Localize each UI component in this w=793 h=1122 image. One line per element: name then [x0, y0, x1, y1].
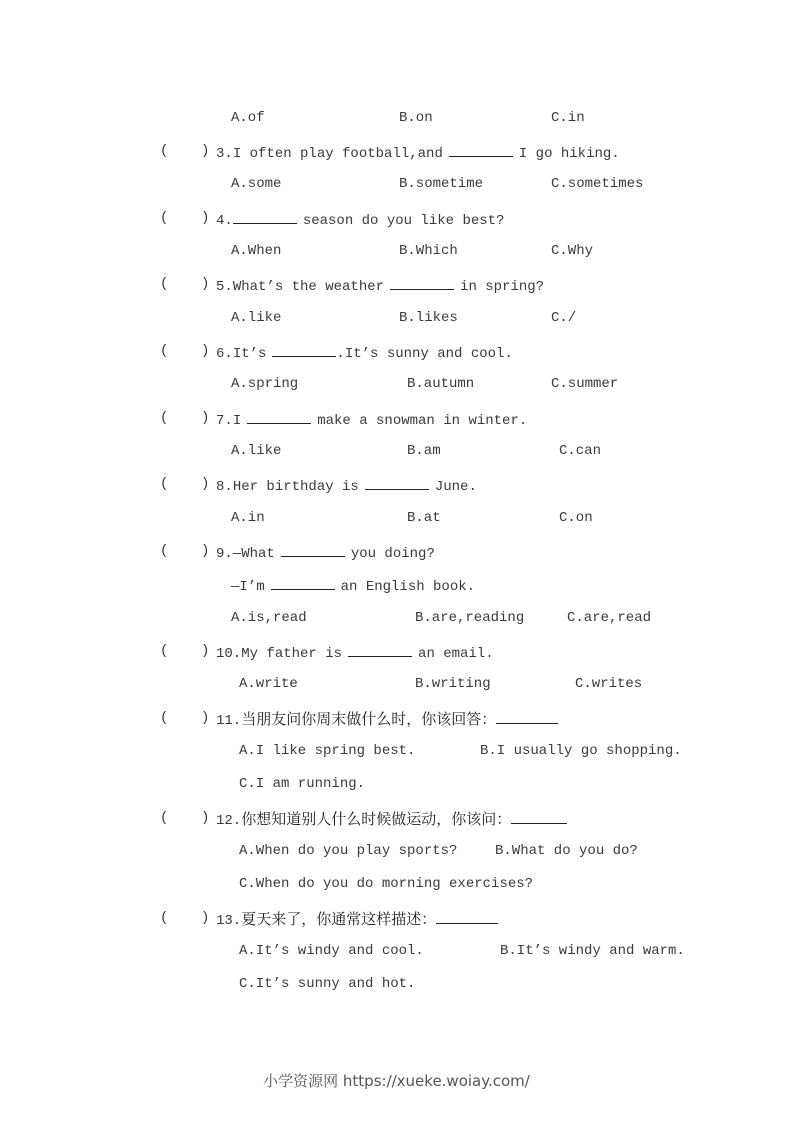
question-4 — [216, 209, 504, 230]
question-prompt: 当朋友问你周末做什么时，你该回答： — [241, 710, 497, 728]
question-number: 10. — [216, 646, 242, 662]
answer-paren-open: ( — [160, 476, 169, 492]
option-c: C./ — [551, 310, 577, 326]
option-b: B.I usually go shopping. — [480, 743, 682, 759]
answer-blank[interactable] — [449, 142, 513, 157]
question-number: 5. — [216, 279, 233, 295]
question-number: 3. — [216, 146, 233, 162]
question-text: —I’m — [231, 579, 265, 595]
answer-blank[interactable] — [271, 575, 335, 590]
question-7 — [216, 409, 527, 430]
answer-blank[interactable] — [272, 342, 336, 357]
option-c: C.in — [551, 110, 585, 126]
question-number: 12. — [216, 813, 242, 829]
option-b: B.likes — [399, 310, 458, 326]
question-3 — [216, 142, 620, 163]
answer-paren-open: ( — [160, 710, 169, 726]
question-number: 11. — [216, 713, 242, 729]
answer-paren-close: ) — [201, 476, 210, 492]
question-13 — [216, 909, 504, 930]
answer-paren-close: ) — [201, 910, 210, 926]
answer-paren-open: ( — [160, 643, 169, 659]
question-9 — [216, 542, 435, 563]
option-a: A.write — [239, 676, 298, 692]
question-10 — [216, 642, 494, 663]
answer-paren-open: ( — [160, 210, 169, 226]
option-b: B.at — [407, 510, 441, 526]
answer-blank[interactable] — [390, 275, 454, 290]
answer-paren-close: ) — [201, 810, 210, 826]
option-a: A.in — [231, 510, 265, 526]
question-text: in spring? — [460, 279, 545, 295]
option-a: A.I like spring best. — [239, 743, 416, 759]
answer-paren-close: ) — [201, 543, 210, 559]
question-8 — [216, 475, 477, 496]
question-text: My father is — [241, 646, 343, 662]
option-a: A.When — [231, 243, 282, 259]
question-number: 9. — [216, 546, 233, 562]
option-a: A.some — [231, 176, 282, 192]
question-number: 8. — [216, 479, 233, 495]
question-11 — [216, 709, 564, 730]
answer-paren-open: ( — [160, 410, 169, 426]
option-a: A.of — [231, 110, 265, 126]
option-c: C.on — [559, 510, 593, 526]
question-6 — [216, 342, 513, 363]
question-text: It’s — [232, 346, 267, 362]
option-b: B.It’s windy and warm. — [500, 943, 685, 959]
option-b: B.writing — [415, 676, 491, 692]
answer-paren-close: ) — [201, 143, 210, 159]
option-b: B.sometime — [399, 176, 484, 192]
question-text: I — [232, 413, 242, 429]
option-b: B.on — [399, 110, 433, 126]
option-a: A.When do you play sports? — [239, 843, 458, 859]
option-b: B.autumn — [407, 376, 475, 392]
option-b: B.Which — [399, 243, 458, 259]
option-a: A.like — [231, 310, 282, 326]
option-a: A.spring — [231, 376, 299, 392]
option-c: C.summer — [551, 376, 619, 392]
option-c: C.are,read — [567, 610, 652, 626]
option-b: B.am — [407, 443, 441, 459]
question-text: you doing? — [350, 546, 435, 562]
question-number: 4. — [216, 213, 233, 229]
answer-paren-close: ) — [201, 643, 210, 659]
option-c: C.I am running. — [239, 776, 366, 792]
question-5 — [216, 275, 544, 296]
answer-blank[interactable] — [496, 709, 558, 724]
option-a: A.like — [231, 443, 282, 459]
question-text: What’s the weather — [232, 279, 385, 295]
question-number: 13. — [216, 913, 242, 929]
answer-paren-close: ) — [201, 210, 210, 226]
question-text: I often play football,and — [232, 146, 443, 162]
answer-paren-close: ) — [201, 410, 210, 426]
question-prompt: 你想知道别人什么时候做运动，你该问： — [241, 810, 512, 828]
answer-paren-open: ( — [160, 143, 169, 159]
answer-paren-open: ( — [160, 543, 169, 559]
option-b: B.What do you do? — [495, 843, 638, 859]
option-c: C.Why — [551, 243, 594, 259]
answer-blank[interactable] — [281, 542, 345, 557]
question-text: season do you like best? — [302, 213, 505, 229]
question-text: make a snowman in winter. — [317, 413, 528, 429]
question-9-response — [231, 575, 475, 596]
option-c: C.When do you do morning exercises? — [239, 876, 534, 892]
answer-paren-open: ( — [160, 276, 169, 292]
option-a: A.It’s windy and cool. — [239, 943, 424, 959]
answer-paren-close: ) — [201, 276, 210, 292]
question-text: .It’s sunny and cool. — [336, 346, 513, 362]
answer-paren-close: ) — [201, 710, 210, 726]
option-c: C.sometimes — [551, 176, 644, 192]
answer-blank[interactable] — [348, 642, 412, 657]
question-prompt: 夏天来了，你通常这样描述： — [241, 910, 437, 928]
question-number: 6. — [216, 346, 233, 362]
answer-blank[interactable] — [233, 209, 297, 224]
question-number: 7. — [216, 413, 233, 429]
option-b: B.are,reading — [415, 610, 525, 626]
answer-paren-open: ( — [160, 910, 169, 926]
question-text: June. — [434, 479, 477, 495]
question-text: an English book. — [340, 579, 476, 595]
question-text: an email. — [418, 646, 494, 662]
option-c: C.can — [559, 443, 602, 459]
option-c: C.writes — [575, 676, 643, 692]
answer-paren-open: ( — [160, 343, 169, 359]
footer-watermark: 小学资源网 https://xueke.woiay.com/ — [263, 1072, 530, 1090]
question-12 — [216, 809, 573, 830]
answer-blank[interactable] — [365, 475, 429, 490]
question-text: Her birthday is — [232, 479, 359, 495]
answer-blank[interactable] — [247, 409, 311, 424]
answer-paren-open: ( — [160, 810, 169, 826]
option-c: C.It’s sunny and hot. — [239, 976, 416, 992]
answer-blank[interactable] — [436, 909, 498, 924]
question-text: I go hiking. — [518, 146, 620, 162]
answer-paren-close: ) — [201, 343, 210, 359]
option-a: A.is,read — [231, 610, 307, 626]
answer-blank[interactable] — [511, 809, 567, 824]
question-text: —What — [232, 546, 275, 562]
